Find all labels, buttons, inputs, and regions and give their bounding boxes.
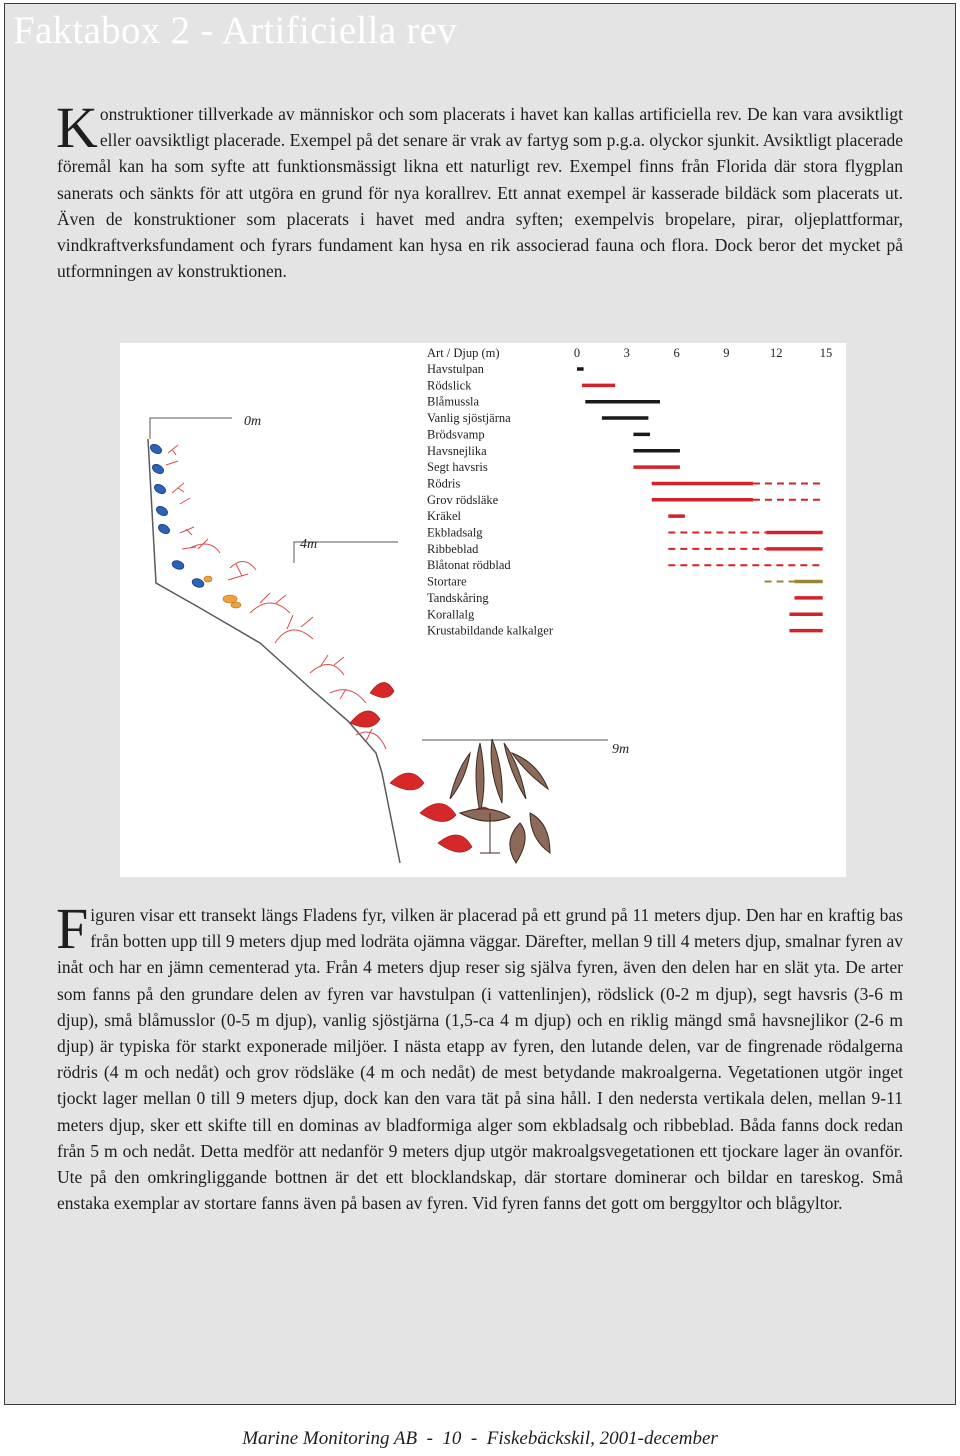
transect-illustration bbox=[120, 343, 846, 877]
species-label: Blåtonat rödblad bbox=[427, 558, 511, 573]
mussel bbox=[155, 505, 169, 518]
mussel bbox=[149, 443, 163, 456]
alga bbox=[310, 655, 344, 675]
depth-label-0m: 0m bbox=[244, 414, 262, 429]
leafy-red-algae bbox=[350, 682, 494, 852]
alga bbox=[250, 593, 290, 613]
mussel-cluster bbox=[149, 443, 205, 589]
body-dropcap: F bbox=[56, 896, 89, 961]
box-title: Faktabox 2 - Artificiella rev bbox=[13, 9, 458, 52]
red-leaf bbox=[370, 682, 394, 697]
body-text: iguren visar ett transekt längs Fladens fyr, vilken är placerad på ett grund på 11 meters djup. Den har en kraftig bas från botten upp till 9 meters djup med lodräta ojämna väggar. Därefter, mellan 9 till 4 meters djup, smalnar fyren av inåt och har en jämn cementerad yta. Från 4 meters djup reser sig själva fyren, även den delen har en slät yta. De arter som fanns på den grundare delen av fyren var havstulpan (i vattenlinjen), rödslick (0-2 m djup), segt havsris (3-6 m djup), små blåmusslor (0-5 m djup), vanlig sjöstjärna (1,5-ca 4 m djup) och en riklig mängd små havsnejlikor (2-6 m djup) är typiska för starkt exponerade miljöer. I nästa etapp av fyren, den lutande delen, var de fingrenade rödalgerna rödris (4 m och nedåt) och grov rödsläke (4 m och nedåt) de mest betydande makroalgerna. Vegetationen utgör inget tjockt lager mellan 0 till 9 meters djup, dock kan den vara tät på sina håll. I den nedersta vertikala delen, mellan 9-11 meters djup, sker ett skifte till en dominas av bladformiga alger som ekbladsalg och ribbeblad. Båda fanns dock redan från 5 m och nedåt. Detta medför att nedanför 9 meters djup utgör makroalgsvegetationen ett tjockare lager än ovanför. Ute på den omkringliggande bottnen är det ett blocklandskap, där stortare dominerar och bildar en tareskog. Små enstaka exemplar av stortare fanns även på basen av fyren. Vid fyren fanns det gott om berggyltor och blågyltor. bbox=[57, 905, 903, 1214]
kelp-blade bbox=[460, 809, 510, 821]
mussel bbox=[191, 577, 205, 589]
mussel bbox=[153, 483, 167, 496]
red-leaf bbox=[438, 835, 472, 852]
intro-paragraph bbox=[56, 95, 903, 284]
red-leaf bbox=[350, 711, 380, 727]
species-label: Vanlig sjöstjärna bbox=[427, 411, 511, 426]
depth-tick-label: 0 bbox=[573, 346, 581, 360]
species-label: Kräkel bbox=[427, 509, 462, 524]
species-label: Stortare bbox=[427, 574, 467, 589]
sponge bbox=[204, 576, 212, 582]
species-label: Korallalg bbox=[427, 607, 475, 622]
kelp-blade bbox=[491, 739, 502, 803]
mussel bbox=[151, 463, 165, 476]
species-label: Krustabildande kalkalger bbox=[427, 623, 553, 638]
species-label: Havsnejlika bbox=[427, 443, 487, 458]
species-label: Brödsvamp bbox=[427, 427, 485, 442]
kelp-blade bbox=[504, 743, 526, 799]
depth-tick-label: 9 bbox=[723, 346, 730, 360]
wall-profile bbox=[148, 439, 400, 863]
page-footer: Marine Monitoring AB - 10 - Fiskebäckskil, 2001-december bbox=[242, 1428, 718, 1449]
species-label: Ekbladsalg bbox=[427, 525, 483, 540]
species-label: Segt havsris bbox=[427, 460, 488, 475]
species-label: Rödris bbox=[427, 476, 461, 491]
depth-tick-label: 3 bbox=[623, 346, 630, 360]
depth-line-0m bbox=[150, 418, 232, 439]
species-depth-table bbox=[427, 346, 832, 638]
mussel bbox=[157, 523, 171, 536]
alga bbox=[356, 729, 386, 749]
sponge bbox=[231, 602, 241, 608]
depth-tick-label: 6 bbox=[673, 346, 680, 360]
kelp-blade bbox=[530, 813, 550, 853]
alga bbox=[330, 689, 366, 703]
depth-tick-label: 12 bbox=[769, 346, 783, 360]
species-label: Grov rödsläke bbox=[427, 492, 499, 507]
species-label: Blåmussla bbox=[427, 394, 480, 409]
red-algae bbox=[166, 445, 386, 749]
intro-dropcap: K bbox=[56, 95, 98, 160]
kelp-blade bbox=[450, 753, 470, 799]
mussel bbox=[171, 559, 185, 571]
body-paragraph bbox=[56, 896, 903, 1216]
species-label: Havstulpan bbox=[427, 362, 484, 376]
intro-text: onstruktioner tillverkade av människor och som placerats i havet kan kallas artificiella rev. De kan vara avsiktligt eller oavsiktligt placerade. Exempel på det senare är vrak av fartyg som p.g.a. olyckor sjunkit. Avsiktligt placerade föremål kan ha som syfte att funktionsmässigt likna ett naturligt rev. Exempel finns från Florida där stora flygplan sanerats och sänkts för att utgöra en grund för nya korallrev. Ett annat exempel är kasserade bildäck som placerats ut. Även de konstruktioner som placerats i havet med andra syften; exempelvis bropelare, pirar, oljeplattformar, vindkraftverksfundament och fyrars fundament kan hysa en rik associerad fauna och flora. Dock beror det mycket på utformningen av konstruktionen. bbox=[57, 104, 903, 282]
alga bbox=[180, 527, 196, 549]
red-leaf bbox=[420, 803, 456, 821]
transect-figure bbox=[120, 343, 846, 877]
table-header: Art / Djup (m) bbox=[427, 346, 500, 360]
species-label: Tandskåring bbox=[427, 590, 489, 605]
kelp-blade bbox=[476, 743, 484, 813]
alga bbox=[190, 539, 220, 553]
depth-label-9m: 9m bbox=[612, 742, 630, 757]
species-label: Rödslick bbox=[427, 378, 472, 393]
alga bbox=[166, 445, 178, 465]
species-label: Ribbeblad bbox=[427, 541, 479, 556]
red-leaf bbox=[390, 773, 424, 790]
alga bbox=[275, 615, 313, 643]
depth-label-4m: 4m bbox=[300, 537, 318, 552]
kelp-blade bbox=[510, 823, 525, 863]
alga bbox=[172, 483, 190, 504]
alga bbox=[228, 561, 256, 580]
depth-tick-label: 15 bbox=[819, 346, 833, 360]
sponge-cluster bbox=[204, 576, 241, 608]
